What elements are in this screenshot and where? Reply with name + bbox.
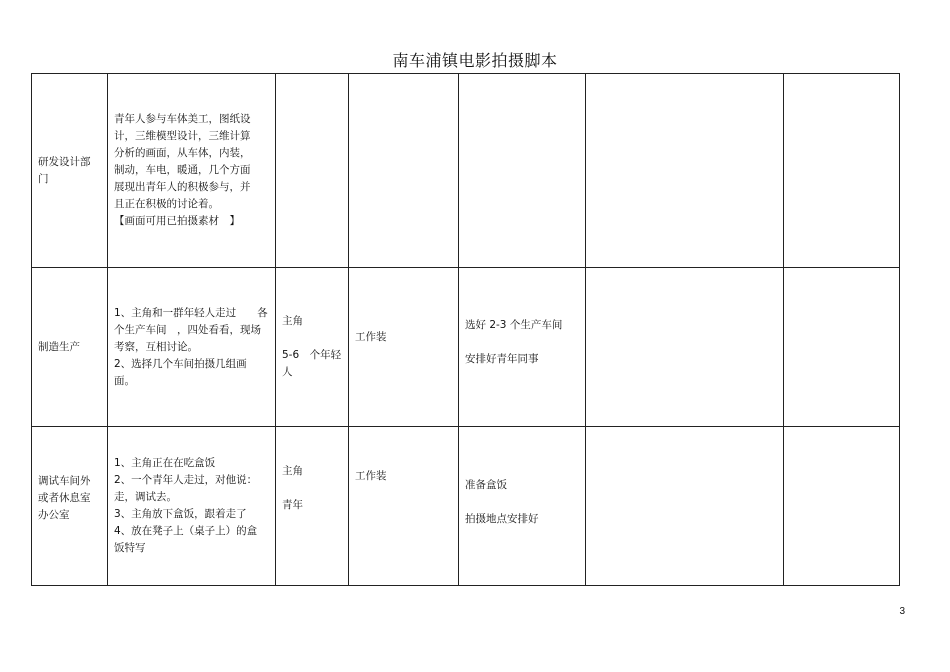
page-title: 南车浦镇电影拍摄脚本 bbox=[392, 51, 558, 70]
prep-cell: 准备盒饭 拍摄地点安排好 bbox=[459, 427, 586, 586]
page-number: 3 bbox=[899, 606, 905, 617]
empty-cell bbox=[586, 74, 784, 268]
table-row bbox=[32, 427, 900, 586]
prep-cell: 选好 2-3 个生产车间 安排好青年同事 bbox=[459, 268, 586, 427]
empty-cell bbox=[586, 427, 784, 586]
empty-cell bbox=[784, 427, 900, 586]
content-cell: 1、主角正在在吃盒饭 2、一个青年人走过，对他说： 走，调试去。 3、主角放下盒饭，跟着走了 4、放在凳子上（桌子上）的盒 饭特写 bbox=[108, 427, 276, 586]
script-table bbox=[31, 73, 900, 586]
empty-cell bbox=[784, 74, 900, 268]
table-row bbox=[32, 74, 900, 268]
costume-cell: 工作装 bbox=[349, 268, 459, 427]
actors-cell: 主角 5-6 个年轻 人 bbox=[276, 268, 349, 427]
actors-cell: 主角 青年 bbox=[276, 427, 349, 586]
prep-cell bbox=[459, 74, 586, 268]
empty-cell bbox=[784, 268, 900, 427]
costume-cell: 工作装 bbox=[349, 427, 459, 586]
actors-cell bbox=[276, 74, 349, 268]
empty-cell bbox=[586, 268, 784, 427]
table-row bbox=[32, 268, 900, 427]
content-cell: 青年人参与车体美工，图纸设 计，三维模型设计，三维计算 分析的画面，从车体，内装， 制动，车电，暖通，几个方面 展现出青年人的积极参与，并 且正在积极的讨论着。 【画面可用已拍摄素材 】 bbox=[108, 74, 276, 268]
department-cell: 调试车间外 或者休息室 办公室 bbox=[32, 427, 108, 586]
department-cell: 研发设计部 门 bbox=[32, 74, 108, 268]
costume-cell bbox=[349, 74, 459, 268]
department-cell: 制造生产 bbox=[32, 268, 108, 427]
content-cell: 1、主角和一群年轻人走过 各 个生产车间 ，四处看看，现场 考察，互相讨论。 2、选择几个车间拍摄几组画 面。 bbox=[108, 268, 276, 427]
